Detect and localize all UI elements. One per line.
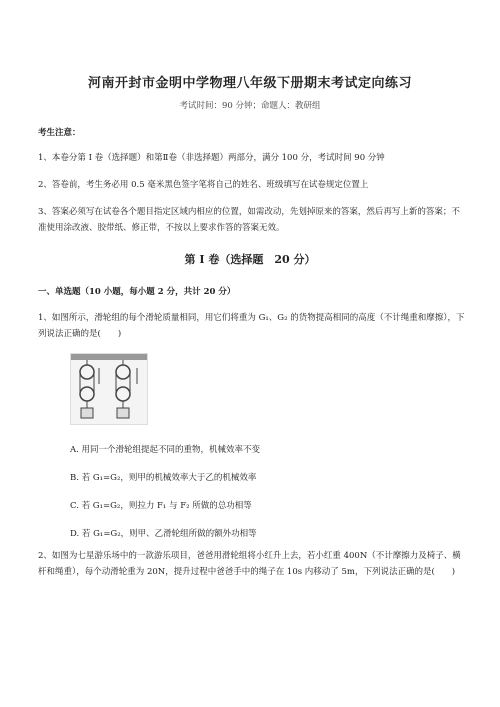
- q1-option-a: A. 用同一个滑轮组提起不同的重物，机械效率不变: [70, 445, 261, 455]
- page-subtitle: 考试时间：90 分钟；命题人：教研组: [179, 101, 321, 111]
- q1-option-d: D. 若 G₁=G₂，则甲、乙滑轮组所做的额外功相等: [70, 529, 257, 539]
- notice-title: 考生注意：: [38, 128, 81, 138]
- page-title: 河南开封市金明中学物理八年级下册期末考试定向练习: [87, 76, 412, 91]
- question-2-stem: 2、如图为七星游乐场中的一款游乐项目，爸爸用滑轮组将小红升上去，若小红重 400N（不计摩擦力及椅子、横杆和绳重），每个动滑轮重为 20N，提升过程中爸爸手中的绳子在 10s 内移动了 5m，下列说法正确的是( ): [38, 551, 461, 577]
- pulley-figure: [70, 353, 148, 425]
- section-title: 第 I 卷（选择题 20 分）: [184, 253, 316, 266]
- question-1-stem: 1、如图所示，滑轮组的每个滑轮质量相同，用它们将重为 G₁、G₂ 的货物提高相同的高度（不计绳重和摩擦），下列说法正确的是( ): [38, 313, 465, 339]
- notice-3: 3、答案必须写在试卷各个题目指定区域内相应的位置，如需改动，先划掉原来的答案，然后再写上新的答案；不准使用涂改液、胶带纸、修正带，不按以上要求作答的答案无效。: [38, 207, 460, 233]
- pulley-diagram-icon: [71, 354, 147, 424]
- q1-option-c: C. 若 G₁=G₂，则拉力 F₁ 与 F₂ 所做的总功相等: [70, 501, 252, 511]
- part1-title: 一、单选题（10 小题，每小题 2 分，共计 20 分）: [38, 287, 236, 297]
- notice-2: 2、答卷前，考生务必用 0.5 毫米黑色签字笔将自己的姓名、班级填写在试卷规定位置上: [38, 180, 369, 190]
- q1-option-b: B. 若 G₁=G₂，则甲的机械效率大于乙的机械效率: [70, 473, 257, 483]
- notice-1: 1、本卷分第 I 卷（选择题）和第Ⅱ卷（非选择题）两部分，满分 100 分，考试时间 90 分钟: [38, 153, 385, 163]
